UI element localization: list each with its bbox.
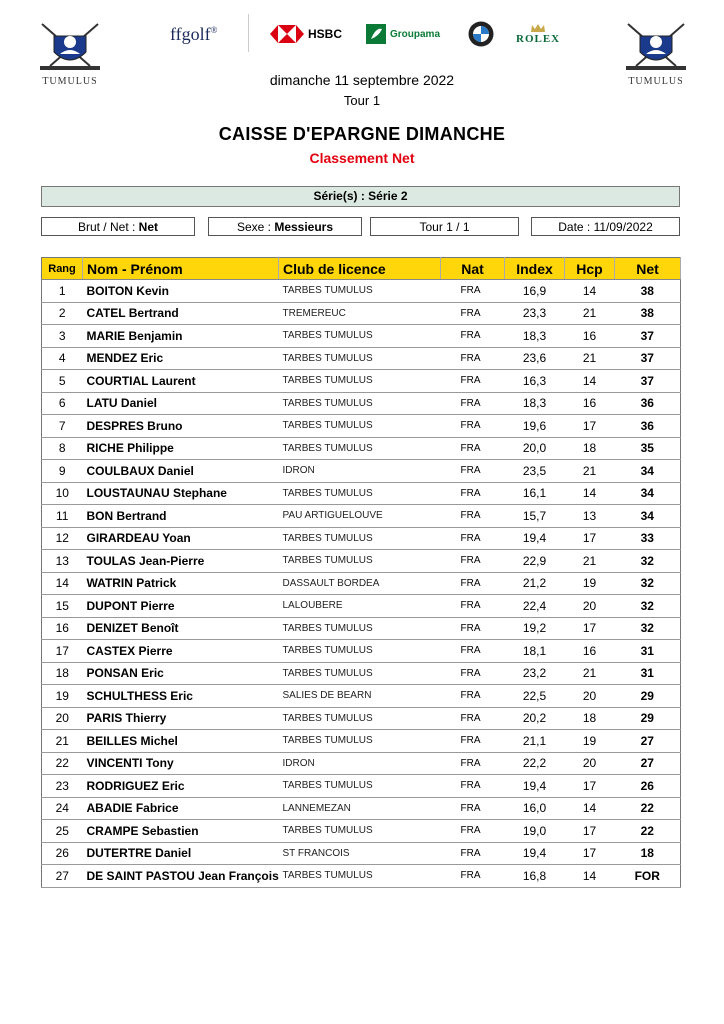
cell-nom: DENIZET Benoît [83,617,279,640]
cell-nom: COURTIAL Laurent [83,370,279,393]
cell-rang: 9 [42,460,83,483]
cell-hcp: 17 [565,775,615,798]
table-row [42,460,681,483]
cell-nat: FRA [441,752,505,775]
cell-net: 36 [615,392,681,415]
cell-nat: FRA [441,505,505,528]
cell-index: 21,1 [505,730,565,753]
cell-nom: LOUSTAUNAU Stephane [83,482,279,505]
cell-nom: BOITON Kevin [83,280,279,303]
table-row [42,347,681,370]
cell-nat: FRA [441,797,505,820]
cell-net: 32 [615,550,681,573]
cell-hcp: 21 [565,550,615,573]
cell-nat: FRA [441,842,505,865]
cell-net: 32 [615,617,681,640]
cell-net: 34 [615,505,681,528]
bmw-roundel-icon [468,21,494,47]
cell-index: 16,9 [505,280,565,303]
page-subtitle: Classement Net [309,150,415,166]
cell-hcp: 21 [565,347,615,370]
brut-net-label: Brut / Net : [77,220,136,234]
cell-hcp: 19 [565,572,615,595]
cell-index: 18,3 [505,392,565,415]
cell-club: TARBES TUMULUS [279,527,441,550]
cell-nat: FRA [441,820,505,843]
cell-nat: FRA [441,572,505,595]
cell-net: 38 [615,302,681,325]
cell-club: TARBES TUMULUS [279,392,441,415]
cell-index: 19,0 [505,820,565,843]
table-row [42,280,681,303]
cell-index: 23,6 [505,347,565,370]
table-row [42,527,681,550]
cell-net: 34 [615,482,681,505]
event-date: dimanche 11 septembre 2022 [269,72,455,88]
cell-club: TARBES TUMULUS [279,280,441,303]
cell-net: 36 [615,415,681,438]
cell-club: IDRON [279,752,441,775]
cell-net: 29 [615,707,681,730]
cell-hcp: 16 [565,640,615,663]
cell-nat: FRA [441,370,505,393]
groupama-logo [366,14,440,54]
cell-nat: FRA [441,617,505,640]
cell-index: 20,2 [505,707,565,730]
cell-index: 21,2 [505,572,565,595]
cell-index: 18,3 [505,325,565,348]
sexe-box [208,217,362,236]
cell-nom: LATU Daniel [83,392,279,415]
table-row [42,482,681,505]
ffgolf-label: ffgolf [170,23,211,44]
cell-net: 18 [615,842,681,865]
cell-nom: VINCENTI Tony [83,752,279,775]
cell-net: 37 [615,325,681,348]
cell-rang: 10 [42,482,83,505]
cell-net: 33 [615,527,681,550]
cell-rang: 22 [42,752,83,775]
cell-net: 26 [615,775,681,798]
cell-net: 22 [615,820,681,843]
cell-rang: 4 [42,347,83,370]
cell-hcp: 17 [565,820,615,843]
cell-hcp: 18 [565,437,615,460]
cell-net: 27 [615,752,681,775]
cell-hcp: 17 [565,415,615,438]
cell-net: 37 [615,347,681,370]
cell-nom: DESPRES Bruno [83,415,279,438]
cell-index: 16,3 [505,370,565,393]
cell-club: TREMEREUC [279,302,441,325]
table-row [42,797,681,820]
cell-rang: 19 [42,685,83,708]
cell-nom: BON Bertrand [83,505,279,528]
table-row [42,842,681,865]
cell-net: 37 [615,370,681,393]
table-row [42,775,681,798]
cell-net: 29 [615,685,681,708]
golf-club-crest-icon [618,18,694,76]
cell-hcp: 21 [565,302,615,325]
date-box: Date : 11/09/2022 [531,217,680,236]
table-row [42,730,681,753]
cell-nat: FRA [441,640,505,663]
divider [248,14,249,52]
header-nom: Nom - Prénom [83,258,279,280]
cell-nom: DUTERTRE Daniel [83,842,279,865]
ffgolf-logo: ffgolf ® [170,23,218,44]
serie-banner: Série(s) : Série 2 [41,186,680,207]
cell-net: 22 [615,797,681,820]
cell-nom: ABADIE Fabrice [83,797,279,820]
cell-hcp: 19 [565,730,615,753]
cell-hcp: 14 [565,370,615,393]
cell-rang: 8 [42,437,83,460]
cell-rang: 20 [42,707,83,730]
cell-nat: FRA [441,527,505,550]
cell-club: TARBES TUMULUS [279,730,441,753]
hsbc-label: HSBC [308,27,343,41]
table-row [42,662,681,685]
rolex-label: ROLEX [516,33,561,45]
cell-rang: 24 [42,797,83,820]
cell-nom: BEILLES Michel [83,730,279,753]
header-index: Index [505,258,565,280]
cell-club: TARBES TUMULUS [279,437,441,460]
cell-club: ST FRANCOIS [279,842,441,865]
cell-club: SALIES DE BEARN [279,685,441,708]
cell-index: 20,0 [505,437,565,460]
cell-hcp: 14 [565,797,615,820]
cell-club: TARBES TUMULUS [279,482,441,505]
golf-club-crest-icon [32,18,108,76]
cell-index: 22,9 [505,550,565,573]
cell-net: FOR [615,865,681,888]
cell-rang: 23 [42,775,83,798]
cell-hcp: 13 [565,505,615,528]
table-row [42,325,681,348]
cell-net: 35 [615,437,681,460]
cell-club: TARBES TUMULUS [279,325,441,348]
cell-index: 22,5 [505,685,565,708]
cell-hcp: 20 [565,595,615,618]
cell-nom: SCHULTHESS Eric [83,685,279,708]
cell-nom: PONSAN Eric [83,662,279,685]
cell-nat: FRA [441,437,505,460]
cell-rang: 27 [42,865,83,888]
table-row [42,685,681,708]
cell-club: TARBES TUMULUS [279,662,441,685]
cell-index: 19,4 [505,527,565,550]
sexe-value: Messieurs [274,220,334,234]
table-row [42,865,681,888]
cell-rang: 2 [42,302,83,325]
cell-index: 16,8 [505,865,565,888]
cell-nom: DUPONT Pierre [83,595,279,618]
cell-nom: MENDEZ Eric [83,347,279,370]
table-row [42,572,681,595]
page-title: CAISSE D'EPARGNE DIMANCHE [218,124,506,144]
cell-nat: FRA [441,280,505,303]
cell-nat: FRA [441,415,505,438]
cell-rang: 12 [42,527,83,550]
table-row [42,752,681,775]
table-row [42,640,681,663]
header-nat: Nat [441,258,505,280]
cell-index: 23,3 [505,302,565,325]
cell-index: 23,2 [505,662,565,685]
cell-club: TARBES TUMULUS [279,550,441,573]
cell-club: TARBES TUMULUS [279,707,441,730]
event-tour: Tour 1 [343,93,381,108]
cell-hcp: 16 [565,392,615,415]
tour-box: Tour 1 / 1 [370,217,519,236]
cell-rang: 17 [42,640,83,663]
bmw-logo [468,14,494,54]
table-header-row [42,258,681,280]
cell-hcp: 21 [565,662,615,685]
cell-index: 19,4 [505,842,565,865]
cell-net: 31 [615,640,681,663]
cell-index: 22,2 [505,752,565,775]
cell-nat: FRA [441,550,505,573]
table-row [42,505,681,528]
cell-hcp: 17 [565,617,615,640]
cell-rang: 5 [42,370,83,393]
cell-rang: 16 [42,617,83,640]
header-hcp: Hcp [565,258,615,280]
cell-club: TARBES TUMULUS [279,640,441,663]
cell-index: 19,6 [505,415,565,438]
cell-nom: CRAMPE Sebastien [83,820,279,843]
results-table [41,257,681,888]
table-row [42,617,681,640]
cell-nat: FRA [441,685,505,708]
cell-nat: FRA [441,730,505,753]
sponsor-bar [160,14,570,54]
club-name: TUMULUS [628,76,684,87]
table-row [42,595,681,618]
cell-rang: 1 [42,280,83,303]
cell-index: 19,4 [505,775,565,798]
cell-nat: FRA [441,302,505,325]
cell-hcp: 14 [565,865,615,888]
cell-net: 31 [615,662,681,685]
cell-rang: 14 [42,572,83,595]
cell-nat: FRA [441,775,505,798]
cell-index: 16,1 [505,482,565,505]
cell-nat: FRA [441,595,505,618]
crown-icon [530,23,546,33]
cell-club: PAU ARTIGUELOUVE [279,505,441,528]
cell-index: 19,2 [505,617,565,640]
cell-nom: RODRIGUEZ Eric [83,775,279,798]
sexe-label: Sexe : [236,220,271,234]
table-row [42,550,681,573]
cell-hcp: 14 [565,482,615,505]
cell-hcp: 21 [565,460,615,483]
cell-nom: DE SAINT PASTOU Jean François [83,865,279,888]
table-row [42,820,681,843]
club-name: TUMULUS [42,76,98,87]
cell-club: TARBES TUMULUS [279,370,441,393]
cell-index: 16,0 [505,797,565,820]
table-row [42,392,681,415]
cell-nat: FRA [441,662,505,685]
cell-nat: FRA [441,392,505,415]
cell-nom: CASTEX Pierre [83,640,279,663]
cell-net: 32 [615,595,681,618]
cell-rang: 25 [42,820,83,843]
cell-club: TARBES TUMULUS [279,617,441,640]
cell-club: TARBES TUMULUS [279,775,441,798]
table-row [42,437,681,460]
cell-rang: 26 [42,842,83,865]
cell-hcp: 16 [565,325,615,348]
cell-hcp: 20 [565,752,615,775]
cell-hcp: 17 [565,842,615,865]
cell-club: LALOUBERE [279,595,441,618]
cell-nat: FRA [441,482,505,505]
cell-nat: FRA [441,460,505,483]
rolex-logo [516,14,560,54]
cell-net: 27 [615,730,681,753]
cell-nat: FRA [441,325,505,348]
cell-nom: PARIS Thierry [83,707,279,730]
groupama-leaf-icon [366,24,386,44]
cell-nat: FRA [441,347,505,370]
cell-club: TARBES TUMULUS [279,865,441,888]
hsbc-logo [270,14,342,54]
cell-rang: 6 [42,392,83,415]
cell-net: 38 [615,280,681,303]
cell-index: 22,4 [505,595,565,618]
table-row [42,707,681,730]
table-row [42,302,681,325]
cell-nat: FRA [441,865,505,888]
cell-index: 15,7 [505,505,565,528]
cell-net: 32 [615,572,681,595]
cell-rang: 18 [42,662,83,685]
cell-nom: MARIE Benjamin [83,325,279,348]
cell-club: TARBES TUMULUS [279,820,441,843]
cell-nom: GIRARDEAU Yoan [83,527,279,550]
cell-hcp: 17 [565,527,615,550]
cell-rang: 13 [42,550,83,573]
cell-rang: 15 [42,595,83,618]
cell-club: TARBES TUMULUS [279,415,441,438]
header-net: Net [615,258,681,280]
cell-rang: 21 [42,730,83,753]
cell-rang: 11 [42,505,83,528]
cell-nom: CATEL Bertrand [83,302,279,325]
table-row [42,370,681,393]
cell-hcp: 14 [565,280,615,303]
groupama-label: Groupama [390,28,441,40]
cell-nom: WATRIN Patrick [83,572,279,595]
cell-club: TARBES TUMULUS [279,347,441,370]
hsbc-hexagon-icon [270,25,304,43]
brut-net-value: Net [138,220,159,234]
header-rang: Rang [42,258,83,280]
cell-hcp: 20 [565,685,615,708]
cell-nat: FRA [441,707,505,730]
header-club: Club de licence [279,258,441,280]
cell-club: IDRON [279,460,441,483]
cell-nom: RICHE Philippe [83,437,279,460]
table-row [42,415,681,438]
cell-club: DASSAULT BORDEA [279,572,441,595]
brut-net-box [41,217,195,236]
cell-index: 18,1 [505,640,565,663]
cell-hcp: 18 [565,707,615,730]
cell-index: 23,5 [505,460,565,483]
cell-nom: TOULAS Jean-Pierre [83,550,279,573]
cell-rang: 3 [42,325,83,348]
cell-net: 34 [615,460,681,483]
cell-rang: 7 [42,415,83,438]
cell-club: LANNEMEZAN [279,797,441,820]
cell-nom: COULBAUX Daniel [83,460,279,483]
